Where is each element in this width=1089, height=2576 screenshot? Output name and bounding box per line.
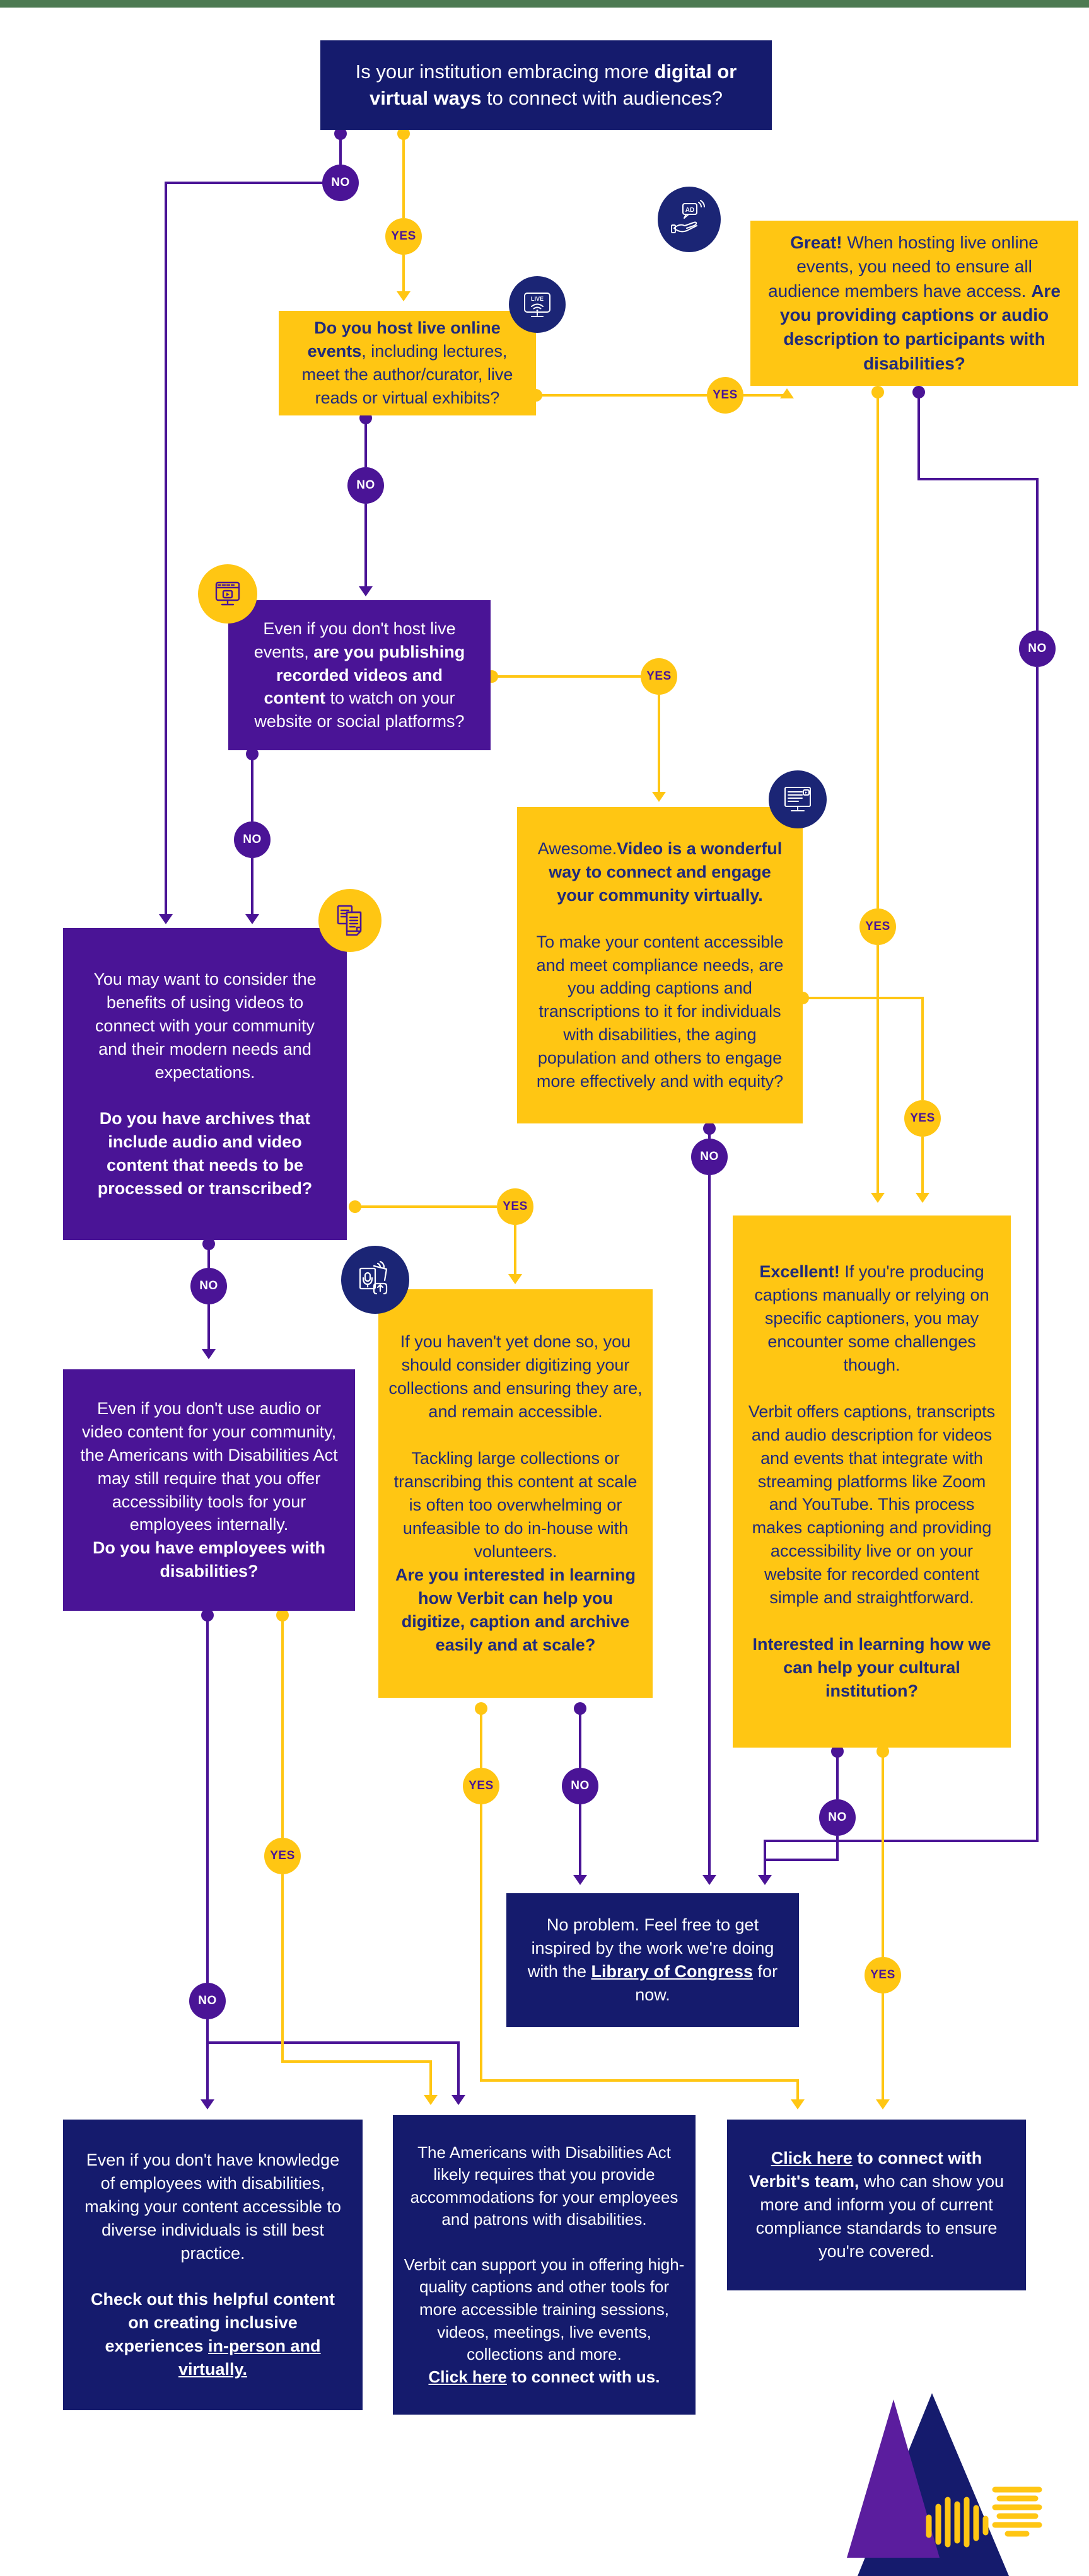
flow-connector	[166, 183, 323, 914]
live-stream-monitor-icon	[509, 276, 566, 333]
text-segment: who can show you more and inform you of current compliance standards to ensure you're covered.	[755, 2172, 1005, 2261]
flow-arrowhead	[652, 792, 666, 802]
flow-arrowhead	[573, 1875, 587, 1885]
flow-arrowhead	[791, 2099, 805, 2109]
flow-arrowhead	[758, 1875, 772, 1885]
decision-no-circle: NO	[347, 467, 384, 504]
text-segment: To make your content accessible and meet compliance needs, are you adding captions and transcriptions to it for individuals with disabilities, the aging population and others to engage more effectively and with equity?	[536, 932, 784, 1091]
text-segment: Do you have employees with disabilities?	[92, 1538, 326, 1581]
decision-no-circle: NO	[1019, 630, 1056, 667]
text-segment: to connect with audiences?	[481, 87, 723, 109]
flow-arrowhead	[876, 2099, 890, 2109]
flow-connector	[919, 392, 1037, 630]
decision-no-circle: NO	[819, 1799, 856, 1836]
video-player-icon	[198, 564, 257, 624]
inline-link[interactable]: Click here	[771, 2149, 853, 2168]
question-verbit-help	[733, 1215, 1011, 1748]
decision-no-circle: NO	[691, 1139, 728, 1175]
question-digitize-at-scale	[378, 1289, 653, 1698]
question-archives	[63, 928, 347, 1240]
flow-arrowhead	[780, 388, 794, 398]
text-segment: to connect with us.	[506, 2367, 660, 2386]
flow-arrowhead	[424, 2095, 438, 2105]
inline-link[interactable]: Click here	[428, 2367, 507, 2386]
connector-dot	[349, 1200, 361, 1213]
text-segment: Are you interested in learning how Verbit can help you digitize, caption and archive easily and at scale?	[395, 1565, 636, 1654]
text-segment: If you haven't yet done so, you should consider digitizing your collections and ensuring they are, and remain accessible.	[388, 1332, 643, 1422]
text-segment: Tackling large collections or transcribing this content at scale is often too overwhelming or unfeasible to do in-house with volunteers.	[393, 1449, 638, 1561]
question-live-events	[279, 311, 536, 415]
digitize-upload-icon	[341, 1246, 409, 1314]
decision-yes-circle: YES	[904, 1100, 941, 1137]
inline-link[interactable]: Library of Congress	[591, 1962, 754, 1981]
decision-yes-circle: YES	[641, 658, 677, 695]
connector-dot	[912, 386, 925, 398]
decision-yes-circle: YES	[859, 908, 896, 945]
text-segment: Check out this helpful content on creating inclusive experiences	[90, 2290, 335, 2356]
flow-connector	[282, 1874, 431, 2095]
text-segment: Interested in learning how we can help your cultural institution?	[752, 1635, 991, 1701]
flow-arrowhead	[451, 2095, 465, 2105]
question-captions-transcriptions	[517, 807, 803, 1123]
question-recorded-videos	[228, 600, 491, 750]
flow-connector	[765, 1836, 837, 1860]
text-segment: digital or virtual ways	[369, 60, 737, 109]
connector-dot	[475, 1702, 487, 1715]
flow-arrowhead	[245, 914, 259, 924]
flow-arrowhead	[201, 2099, 214, 2109]
result-connect-verbit	[727, 2120, 1026, 2290]
text-segment: Even if you don't host live events,	[253, 618, 456, 661]
text-segment: When hosting live online events, you need to ensure all audience members have access.	[768, 232, 1039, 301]
flow-arrowhead	[159, 914, 173, 924]
text-segment: If you're producing captions manually or relying on specific captioners, you may encounter some challenges though.	[754, 1262, 989, 1374]
flow-arrowhead	[702, 1875, 716, 1885]
text-segment: to watch on your website or social platforms?	[254, 688, 465, 731]
decision-yes-circle: YES	[865, 1957, 901, 1993]
inline-link[interactable]: in-person and virtually.	[178, 2336, 321, 2379]
flow-arrowhead	[916, 1193, 929, 1203]
text-segment: to connect with Verbit's team,	[748, 2149, 982, 2191]
question-digital-virtual	[320, 40, 772, 130]
decision-yes-circle: YES	[264, 1838, 301, 1874]
flow-connector	[536, 395, 787, 398]
connector-dot	[276, 1609, 289, 1622]
verbit-logo	[813, 2383, 1066, 2576]
text-segment: for now.	[635, 1962, 778, 2004]
result-ada-accommodations	[393, 2115, 696, 2415]
text-segment: Excellent!	[759, 1262, 840, 1281]
flow-arrowhead	[871, 1193, 885, 1203]
decision-no-circle: NO	[322, 165, 359, 201]
svg-text:LIVE: LIVE	[530, 296, 544, 302]
text-segment: The Americans with Disabilities Act likely requires that you provide accommodations for your employees and patrons with disabilities.	[410, 2142, 678, 2229]
question-captions-audio-description	[750, 221, 1078, 386]
decision-no-circle: NO	[189, 1983, 226, 2019]
text-segment: Awesome.	[537, 838, 617, 858]
flow-arrowhead	[359, 586, 373, 596]
text-segment: Are you providing captions or audio description to participants with disabilities?	[779, 281, 1061, 373]
text-segment: You may want to consider the benefits of using videos to connect with your community and their modern needs and expectations.	[93, 969, 317, 1082]
flow-connector	[803, 998, 923, 1100]
text-segment: Even if you don't have knowledge of employees with disabilities, making your content accessible to diverse individuals is still best practice.	[84, 2150, 341, 2263]
connector-dot	[871, 386, 884, 398]
text-segment: Do you have archives that include audio and video content that needs to be processed or transcribed?	[97, 1109, 313, 1198]
decision-yes-circle: YES	[385, 218, 422, 255]
connector-dot	[574, 1702, 586, 1715]
result-no-problem	[506, 1893, 799, 2027]
flow-arrowhead	[508, 1274, 522, 1284]
text-segment: , including lectures, meet the author/curator, live reads or virtual exhibits?	[301, 342, 513, 407]
text-segment: Is your institution embracing more	[355, 60, 655, 83]
decision-no-circle: NO	[234, 821, 271, 858]
monitor-transcript-icon	[769, 770, 827, 828]
text-segment: are you publishing recorded videos and content	[264, 642, 465, 708]
connector-dot	[201, 1609, 214, 1622]
text-segment: Do you host live online events	[307, 318, 501, 361]
flow-arrowhead	[397, 291, 411, 301]
decision-yes-circle: YES	[497, 1188, 533, 1225]
decision-yes-circle: YES	[463, 1768, 499, 1804]
svg-text:AD: AD	[685, 207, 695, 214]
flow-connector	[207, 2043, 458, 2095]
documents-icon	[318, 889, 381, 952]
question-employees-disabilities	[63, 1369, 355, 1611]
text-segment: Video is a wonderful way to connect and engage your community virtually.	[549, 838, 783, 905]
text-segment: No problem. Feel free to get inspired by the work we're doing with the	[527, 1915, 774, 1981]
flow-arrowhead	[202, 1349, 216, 1359]
audio-description-hand-icon	[658, 187, 721, 252]
decision-yes-circle: YES	[707, 377, 743, 414]
text-segment: Verbit can support you in offering high-quality captions and other tools for more accessible training sessions, videos, meetings, live events, collections and more.	[404, 2254, 685, 2364]
result-best-practice	[63, 2120, 363, 2410]
text-segment: Verbit offers captions, transcripts and audio description for videos and events that integrate with streaming platforms like Zoom and YouTube. This process makes captioning and providing accessibility live or on your website for recorded content simple and straightforward.	[748, 1401, 996, 1608]
decision-no-circle: NO	[190, 1268, 227, 1304]
text-segment: Great!	[790, 232, 842, 252]
connector-dot	[703, 1122, 716, 1135]
decision-no-circle: NO	[562, 1768, 598, 1804]
text-segment: Even if you don't use audio or video content for your community, the Americans with Disabilities Act may still require that you offer accessibility tools for your employees internally.	[80, 1398, 338, 1535]
